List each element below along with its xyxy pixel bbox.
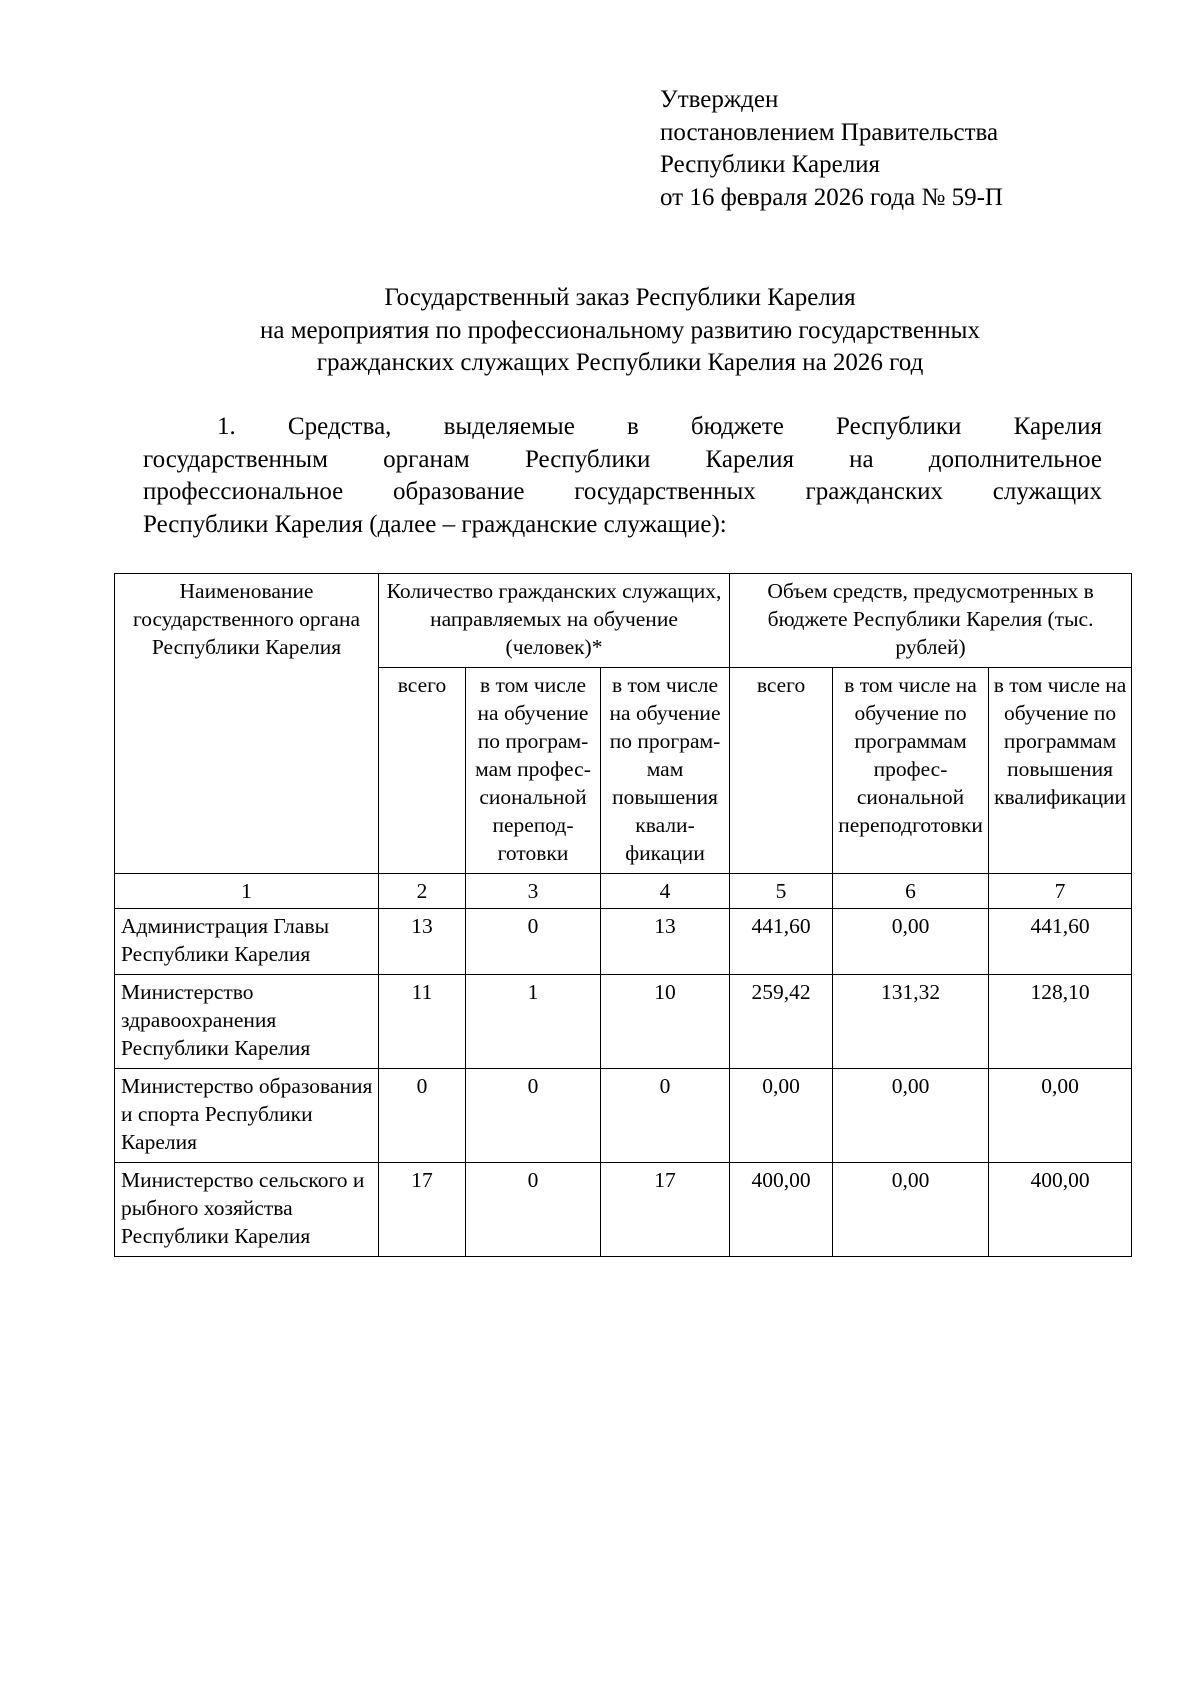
funds-qualification: 400,00 [989,1163,1132,1257]
header-funds-group: Объем средств, предусмотренных в бюджете Республики Карелия (тыс. рублей) [730,574,1132,668]
count-qualification: 0 [601,1069,730,1163]
column-number: 6 [833,874,989,909]
table-row [115,1069,1132,1163]
approval-line-date-number: от 16 февраля 2026 года № 59-П [660,183,1003,211]
column-number: 5 [730,874,833,909]
table-row [115,1163,1132,1257]
column-number-row [115,874,1132,909]
column-number: 7 [989,874,1132,909]
agency-name: Администрация Главы Республики Карелия [115,909,379,975]
table-row [115,975,1132,1069]
funds-total: 400,00 [730,1163,833,1257]
count-total: 13 [379,909,466,975]
column-number: 1 [115,874,379,909]
agency-name: Министерство здравоохранения Республики Карелия [115,975,379,1069]
column-number: 4 [601,874,730,909]
funds-qualification: 128,10 [989,975,1132,1069]
count-retraining: 0 [466,1163,601,1257]
count-total: 11 [379,975,466,1069]
paragraph-line-2: государственным органам Республики Карелия на дополнительное [143,445,1102,473]
agency-name: Министерство образования и спорта Республики Карелия [115,1069,379,1163]
header-count-qualification: в том числе на обучение по программам повышения квалификации [601,668,730,874]
funds-retraining: 0,00 [833,1163,989,1257]
funds-total: 259,42 [730,975,833,1069]
approval-stamp [660,84,1003,214]
count-retraining: 0 [466,909,601,975]
count-qualification: 10 [601,975,730,1069]
paragraph-line-1: 1. Средства, выделяемые в бюджете Республики Карелия [217,413,1102,440]
table-row [115,909,1132,975]
paragraph-line-4: Республики Карелия (далее – гражданские служащие): [143,510,727,538]
header-funds-qualification: в том числе на обучение по программам повышения квалификации [989,668,1132,874]
approval-line-republic: Республики Карелия [660,151,881,178]
document-title [120,282,1120,380]
funds-qualification: 0,00 [989,1069,1132,1163]
title-line-3: гражданских служащих Республики Карелия на 2026 год [316,349,924,376]
state-order-table [114,573,1132,1257]
column-number: 3 [466,874,601,909]
approval-line-resolution: постановлением Правительства [660,118,999,146]
approval-line-approved: Утвержден [660,86,779,113]
count-total: 0 [379,1069,466,1163]
header-funds-total: всего [730,668,833,874]
funds-total: 0,00 [730,1069,833,1163]
funds-retraining: 0,00 [833,1069,989,1163]
header-count-total: всего [379,668,466,874]
count-retraining: 0 [466,1069,601,1163]
agency-name: Министерство сельского и рыбного хозяйства Республики Карелия [115,1163,379,1257]
count-total: 17 [379,1163,466,1257]
funds-retraining: 0,00 [833,909,989,975]
funds-qualification: 441,60 [989,909,1132,975]
count-qualification: 17 [601,1163,730,1257]
paragraph-1 [143,411,1102,541]
count-retraining: 1 [466,975,601,1069]
header-funds-retraining: в том числе на обучение по программам профессиональной переподготовки [833,668,989,874]
header-count-retraining: в том числе на обучение по программам профессиональной переподготовки [466,668,601,874]
title-line-1: Государственный заказ Республики Карелия [384,284,856,311]
title-line-2: на мероприятия по профессиональному развитию государственных [260,316,980,344]
funds-retraining: 131,32 [833,975,989,1069]
column-number: 2 [379,874,466,909]
funds-total: 441,60 [730,909,833,975]
header-agency-name: Наименование государственного органа Республики Карелия [115,574,379,874]
count-qualification: 13 [601,909,730,975]
header-count-group: Количество гражданских служащих, направляемых на обучение (человек)* [379,574,730,668]
paragraph-line-3: профессиональное образование государственных гражданских служащих [143,478,1102,505]
